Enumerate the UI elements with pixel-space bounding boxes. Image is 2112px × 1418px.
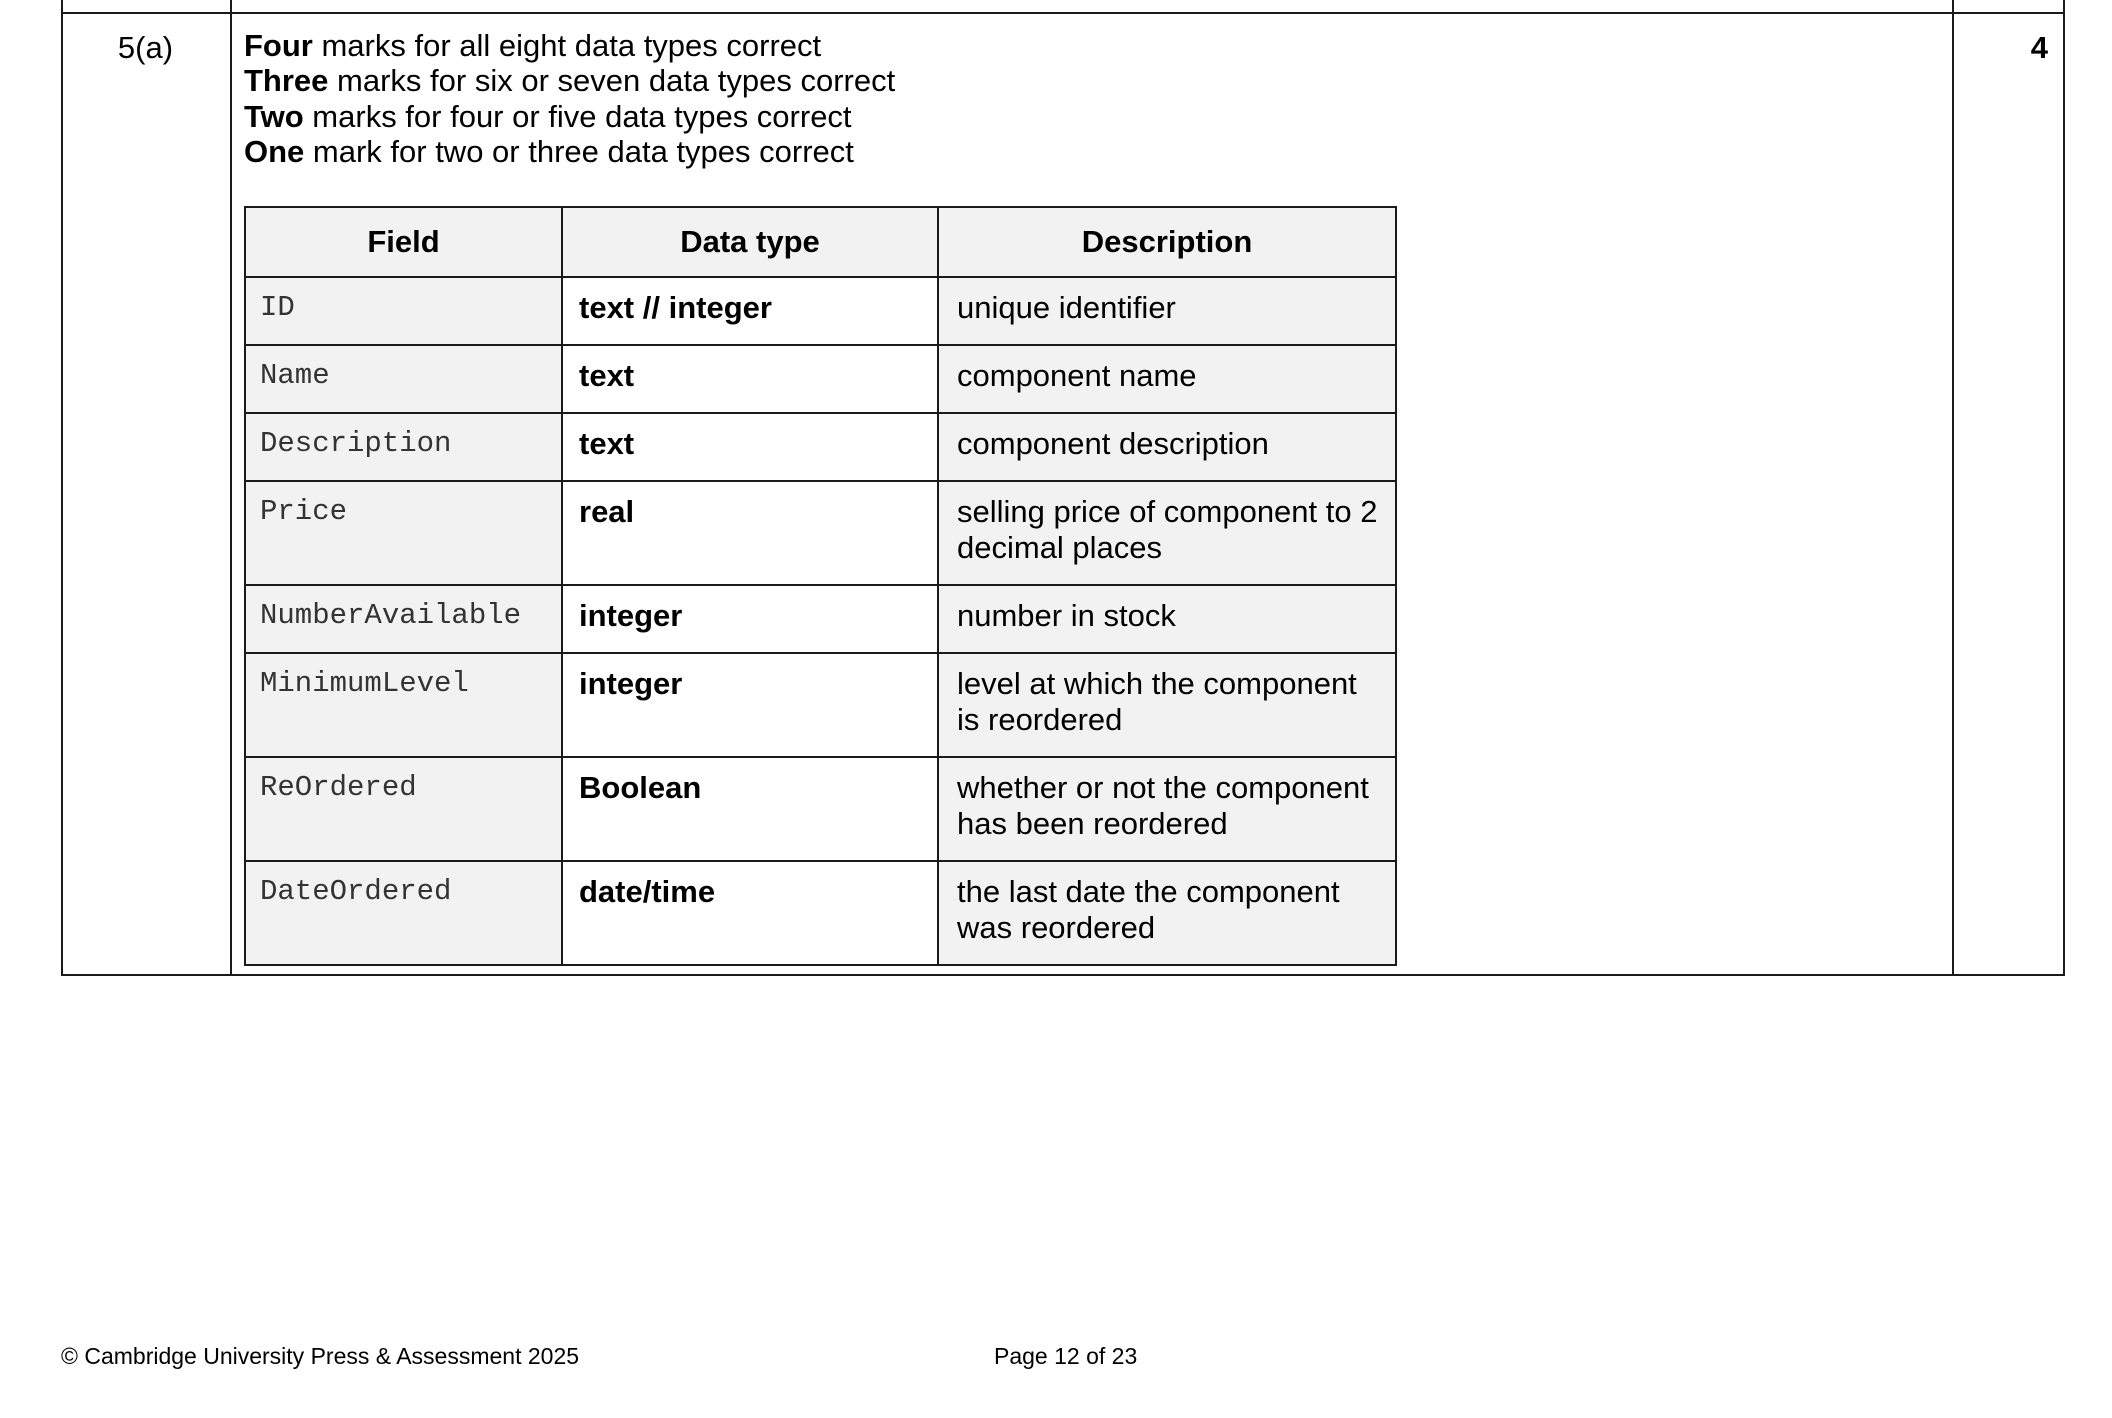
description-cell: number in stock <box>938 585 1396 653</box>
field-name-cell: Name <box>245 345 562 413</box>
field-name-cell: NumberAvailable <box>245 585 562 653</box>
table-row <box>245 413 1396 481</box>
column-divider <box>230 0 232 976</box>
data-type-cell: Boolean <box>562 757 938 861</box>
marks-value: 4 <box>2030 30 2048 65</box>
row-divider <box>61 12 2065 14</box>
description-cell: the last date the component was reordered <box>938 861 1396 965</box>
table-row <box>245 585 1396 653</box>
column-divider <box>1952 0 1954 976</box>
criterion-text: marks for six or seven data types correct <box>328 63 896 99</box>
criterion-line <box>244 134 895 169</box>
data-types-table <box>244 206 1397 966</box>
criterion-bold: One <box>244 133 305 169</box>
data-type-cell: text <box>562 413 938 481</box>
marking-criteria <box>244 28 895 169</box>
data-type-cell: text // integer <box>562 277 938 345</box>
data-type-cell: integer <box>562 585 938 653</box>
description-cell: component description <box>938 413 1396 481</box>
field-name-cell: ID <box>245 277 562 345</box>
criterion-bold: Three <box>244 63 329 99</box>
data-type-cell: integer <box>562 653 938 757</box>
criterion-text: marks for four or five data types correct <box>303 98 852 134</box>
description-cell: selling price of component to 2 decimal places <box>938 481 1396 585</box>
criterion-bold: Two <box>244 98 304 134</box>
criterion-line <box>244 63 895 98</box>
description-cell: unique identifier <box>938 277 1396 345</box>
criterion-line <box>244 28 895 63</box>
table-row <box>245 481 1396 585</box>
header-data-type: Data type <box>562 207 938 277</box>
data-type-cell: date/time <box>562 861 938 965</box>
field-name-cell: Description <box>245 413 562 481</box>
criterion-text: marks for all eight data types correct <box>312 28 822 63</box>
criterion-text: mark for two or three data types correct <box>304 133 854 169</box>
data-type-cell: real <box>562 481 938 585</box>
copyright-notice: © Cambridge University Press & Assessment 2025 <box>61 1343 580 1369</box>
table-row <box>245 757 1396 861</box>
table-row <box>245 345 1396 413</box>
field-name-cell: ReOrdered <box>245 757 562 861</box>
description-cell: component name <box>938 345 1396 413</box>
header-description: Description <box>938 207 1396 277</box>
page-number: Page 12 of 23 <box>994 1343 1138 1369</box>
question-number: 5(a) <box>117 30 174 65</box>
field-name-cell: DateOrdered <box>245 861 562 965</box>
field-name-cell: Price <box>245 481 562 585</box>
table-row <box>245 861 1396 965</box>
table-row <box>245 277 1396 345</box>
table-header-row <box>245 207 1396 277</box>
criterion-line <box>244 99 895 134</box>
description-cell: whether or not the component has been reordered <box>938 757 1396 861</box>
description-cell: level at which the component is reordered <box>938 653 1396 757</box>
table-row <box>245 653 1396 757</box>
field-name-cell: MinimumLevel <box>245 653 562 757</box>
header-field: Field <box>245 207 562 277</box>
criterion-bold: Four <box>244 28 313 63</box>
data-type-cell: text <box>562 345 938 413</box>
